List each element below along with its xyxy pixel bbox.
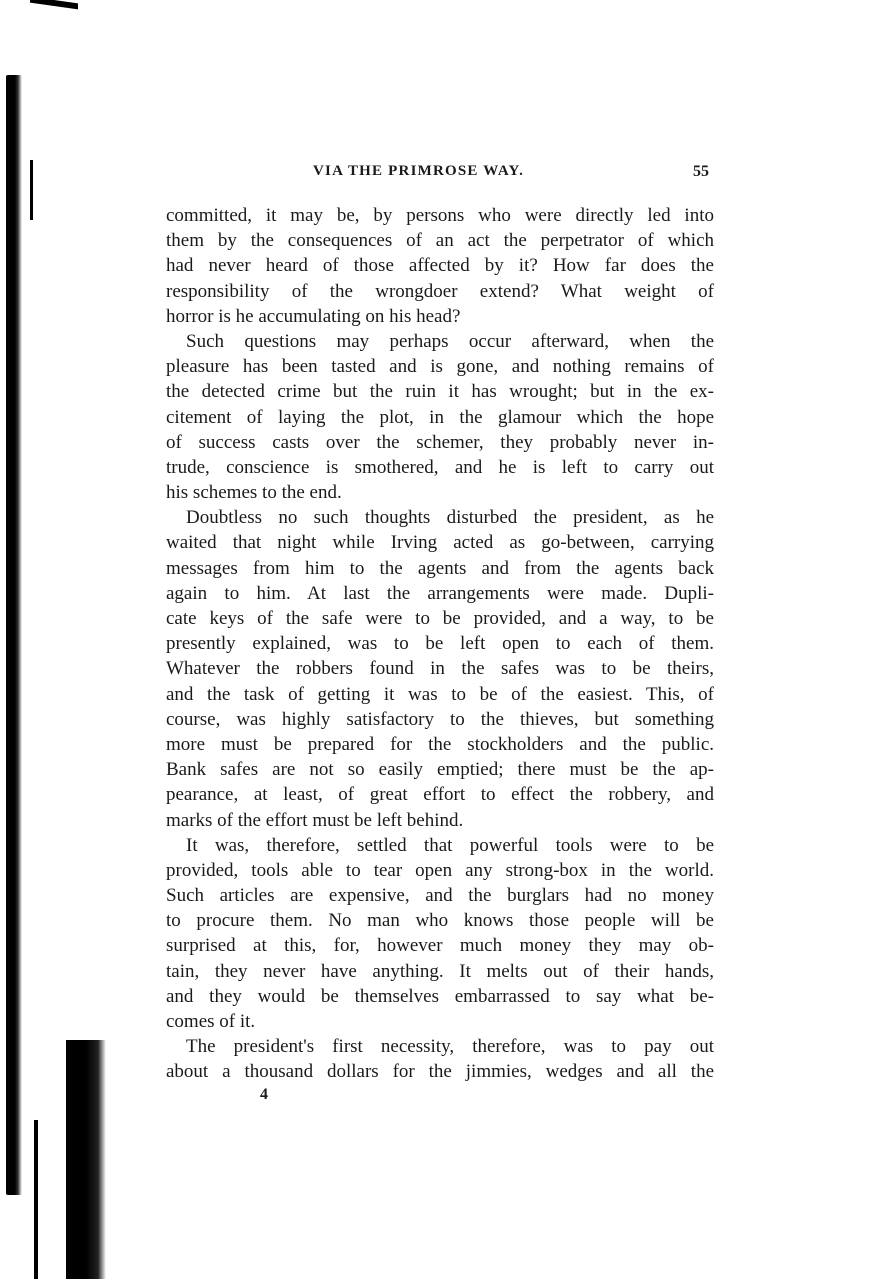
scan-artifact-bottom-line (34, 1120, 38, 1279)
text-line: Such articles are expensive, and the burglars had no money (166, 885, 714, 907)
text-line: committed, it may be, by persons who were directly led into (166, 205, 714, 226)
text-line: his schemes to the end. (166, 482, 342, 504)
text-line: again to him. At last the arrangements were made. Dupli- (166, 582, 714, 604)
text-line: surprised at this, for, however much money they may ob- (166, 935, 714, 957)
text-line: the detected crime but the ruin it has wrought; but in the ex- (166, 381, 714, 403)
text-line: Such questions may perhaps occur afterward, when the (186, 330, 714, 352)
scan-artifact-bottom-left (66, 1040, 106, 1279)
text-line: marks of the effort must be left behind. (166, 809, 464, 831)
text-line: messages from him to the agents and from the agents back (166, 557, 714, 579)
text-line: presently explained, was to be left open to each of them. (166, 633, 714, 655)
body-text (166, 203, 714, 1085)
text-line: tain, they never have anything. It melts out of their hands, (166, 960, 714, 982)
paragraph (166, 203, 714, 329)
text-line: to procure them. No man who knows those people will be (166, 910, 714, 932)
text-line: had never heard of those affected by it? How far does the (166, 255, 714, 277)
paragraph (166, 505, 714, 832)
text-line: Doubtless no such thoughts disturbed the president, as he (186, 507, 714, 529)
text-line: of success casts over the schemer, they probably never in- (166, 431, 714, 453)
text-line: responsibility of the wrongdoer extend? What weight of (166, 280, 714, 302)
page-header (0, 163, 872, 187)
text-line: citement of laying the plot, in the glamour which the hope (166, 406, 714, 428)
page-number: 55 (693, 163, 709, 180)
text-line: provided, tools able to tear open any strong-box in the world. (166, 859, 714, 881)
text-line: waited that night while Irving acted as go-between, carrying (166, 532, 714, 554)
text-line: The president's first necessity, therefore, was to pay out (186, 1036, 714, 1058)
text-line: about a thousand dollars for the jimmies, wedges and all the (166, 1061, 714, 1083)
text-line: pleasure has been tasted and is gone, and nothing remains of (166, 356, 714, 378)
text-line: It was, therefore, settled that powerful tools were to be (186, 834, 714, 856)
text-line: cate keys of the safe were to be provided, and a way, to be (166, 608, 714, 629)
paragraph (166, 833, 714, 1035)
text-line: more must be prepared for the stockholders and the public. (166, 733, 714, 755)
text-line: horror is he accumulating on his head? (166, 305, 461, 327)
text-line: comes of it. (166, 1011, 256, 1032)
running-title: VIA THE PRIMROSE WAY. (313, 163, 525, 179)
paragraph (166, 329, 714, 505)
text-line: trude, conscience is smothered, and he is left to carry out (166, 456, 714, 478)
paragraph (166, 1034, 714, 1084)
scan-artifact-left-edge (6, 75, 22, 1195)
text-line: pearance, at least, of great effort to effect the robbery, and (166, 784, 714, 806)
text-line: them by the consequences of an act the perpetrator of which (166, 230, 714, 252)
scan-artifact-top (30, 0, 78, 9)
text-line: Whatever the robbers found in the safes was to be theirs, (166, 658, 714, 680)
text-line: and they would be themselves embarrassed to say what be- (166, 985, 714, 1007)
signature-mark: 4 (260, 1086, 268, 1103)
text-line: course, was highly satisfactory to the thieves, but something (166, 708, 714, 730)
text-line: Bank safes are not so easily emptied; there must be the ap- (166, 759, 714, 781)
text-line: and the task of getting it was to be of the easiest. This, of (166, 683, 714, 705)
